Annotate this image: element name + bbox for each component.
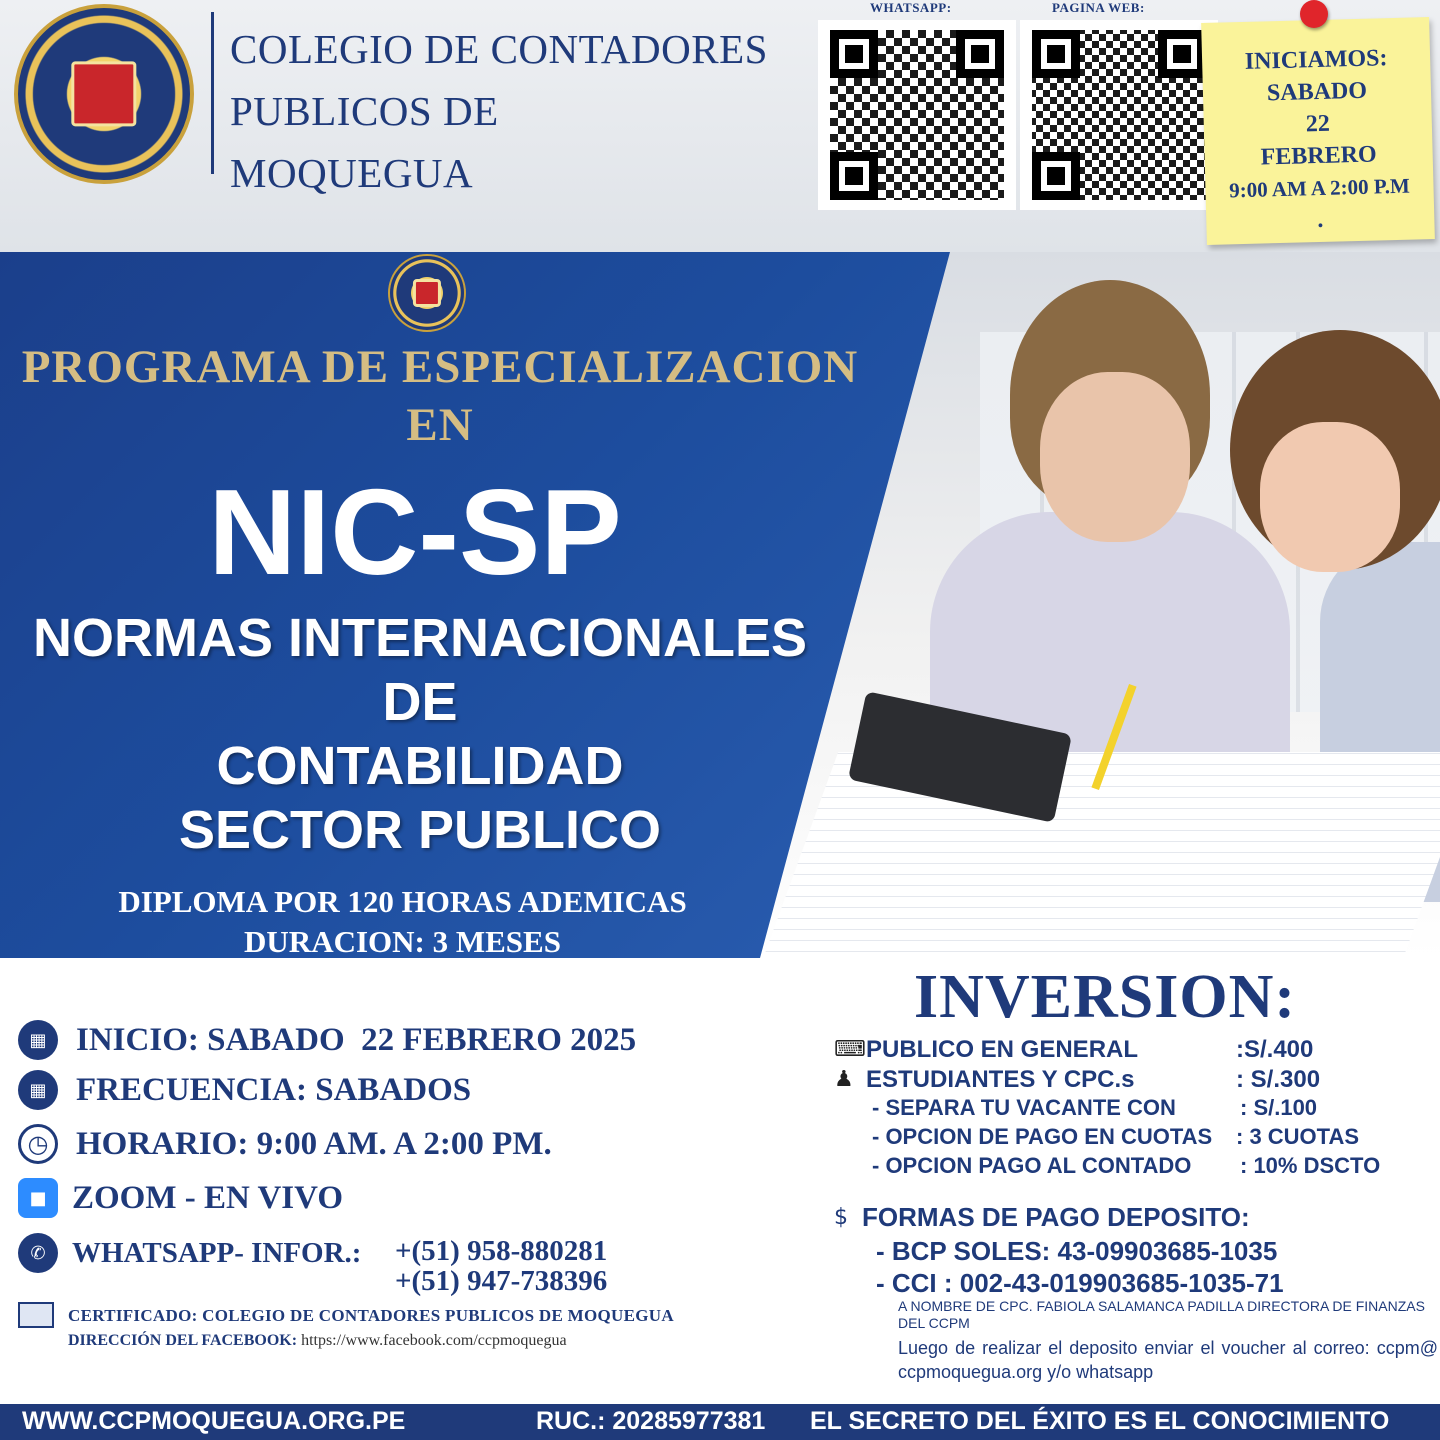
org-name-line1: COLEGIO DE CONTADORES bbox=[230, 26, 768, 72]
alarm-clock-icon: ◷ bbox=[18, 1124, 58, 1164]
voucher-instructions: Luego de realizar el deposito enviar el voucher al correo: ccpm@ ccpmoquegua.org y/o whatsapp bbox=[898, 1338, 1438, 1382]
zoom-text: ZOOM - EN VIVO bbox=[72, 1179, 343, 1216]
calendar-icon: ▦ bbox=[18, 1070, 58, 1110]
graduate-icon: ♟ bbox=[834, 1067, 854, 1092]
course-acronym: NIC-SP bbox=[208, 464, 622, 600]
web-qr-label: PAGINA WEB: bbox=[1052, 0, 1145, 15]
cci-account: - CCI : 002-43-019903685-1035-71 bbox=[876, 1268, 1284, 1298]
whatsapp-qr-code[interactable] bbox=[818, 20, 1016, 210]
bcp-account: - BCP SOLES: 43-09903685-1035 bbox=[876, 1236, 1278, 1266]
price-label-general: PUBLICO EN GENERAL bbox=[866, 1036, 1139, 1063]
start-date-text: INICIO: SABADO 22 FEBRERO 2025 bbox=[76, 1021, 637, 1058]
course-duration: DURACION: 3 MESES bbox=[244, 924, 561, 959]
facebook-line bbox=[68, 1332, 567, 1350]
whatsapp-row bbox=[18, 1233, 361, 1273]
program-title-line1: PROGRAMA DE ESPECIALIZACION bbox=[21, 341, 859, 393]
org-name bbox=[230, 18, 810, 204]
certificate-icon bbox=[18, 1302, 54, 1328]
price-value-cash: : 10% DSCTO bbox=[1240, 1153, 1381, 1178]
price-value-general: :S/.400 bbox=[1236, 1036, 1314, 1063]
sticky-line: SABADO bbox=[1266, 77, 1368, 107]
course-name-line1: NORMAS INTERNACIONALES bbox=[32, 608, 807, 668]
course-name-line2: DE bbox=[382, 672, 458, 732]
payment-methods-title: FORMAS DE PAGO DEPOSITO: bbox=[862, 1202, 1250, 1232]
person-at-desk-icon: ⌨ bbox=[834, 1037, 866, 1062]
sticky-line: INICIAMOS: bbox=[1244, 45, 1388, 75]
org-name-line2: PUBLICOS DE bbox=[230, 88, 499, 134]
sticky-line: FEBRERO bbox=[1260, 141, 1377, 171]
whatsapp-qr-label: WHATSAPP: bbox=[870, 0, 952, 15]
facebook-link[interactable]: https://www.facebook.com/ccpmoquegua bbox=[301, 1332, 567, 1349]
college-seal-small-logo bbox=[388, 254, 466, 332]
program-title-line2: EN bbox=[406, 399, 474, 451]
start-date-sticky-note bbox=[1201, 17, 1435, 245]
footer-slogan: EL SECRETO DEL ÉXITO ES EL CONOCIMIENTO bbox=[810, 1407, 1390, 1435]
price-label-reserve: - SEPARA TU VACANTE CON bbox=[872, 1095, 1176, 1120]
zoom-camera-icon: ■ bbox=[18, 1178, 58, 1218]
price-value-reserve: : S/.100 bbox=[1240, 1095, 1318, 1120]
money-bag-hand-icon: $ bbox=[834, 1205, 848, 1230]
org-name-line3: MOQUEGUA bbox=[230, 150, 474, 196]
footer-ruc: RUC.: 20285977381 bbox=[536, 1407, 766, 1435]
schedule-row bbox=[18, 1124, 552, 1164]
price-label-students: ESTUDIANTES Y CPC.s bbox=[866, 1066, 1135, 1093]
price-value-students: : S/.300 bbox=[1236, 1066, 1321, 1093]
sticky-line: 9:00 AM A 2:00 P.M bbox=[1228, 173, 1411, 203]
website-qr-code[interactable] bbox=[1020, 20, 1218, 210]
frequency-row bbox=[18, 1070, 471, 1110]
whatsapp-phone-2[interactable]: +(51) 947-738396 bbox=[395, 1265, 608, 1297]
frequency-text: FRECUENCIA: SABADOS bbox=[76, 1071, 472, 1108]
pushpin-icon bbox=[1300, 0, 1328, 28]
facebook-label: DIRECCIÓN DEL FACEBOOK: bbox=[68, 1332, 298, 1349]
diploma-hours: DIPLOMA POR 120 HORAS ADEMICAS bbox=[118, 884, 687, 919]
whatsapp-label: WHATSAPP- INFOR.: bbox=[72, 1236, 362, 1269]
price-value-installments: : 3 CUOTAS bbox=[1236, 1124, 1360, 1149]
footer-website[interactable]: WWW.CCPMOQUEGUA.ORG.PE bbox=[22, 1407, 406, 1435]
phone-icon: ✆ bbox=[18, 1233, 58, 1273]
whatsapp-phone-1[interactable]: +(51) 958-880281 bbox=[395, 1235, 608, 1267]
schedule-text: HORARIO: 9:00 AM. A 2:00 PM. bbox=[76, 1125, 552, 1162]
header-divider bbox=[211, 12, 214, 174]
sticky-line: 22 bbox=[1305, 110, 1331, 138]
certificate-text: CERTIFICADO: COLEGIO DE CONTADORES PUBLICOS DE MOQUEGUA bbox=[68, 1306, 674, 1325]
calendar-icon: ▦ bbox=[18, 1020, 58, 1060]
price-label-cash: - OPCION PAGO AL CONTADO bbox=[872, 1153, 1192, 1178]
course-name-line4: SECTOR PUBLICO bbox=[178, 800, 662, 860]
start-date-row bbox=[18, 1020, 636, 1060]
account-holder: A NOMBRE DE CPC. FABIOLA SALAMANCA PADILLA DIRECTORA DE FINANZAS DEL CCPM bbox=[898, 1298, 1425, 1331]
college-seal-logo bbox=[14, 4, 194, 184]
sticky-line: . bbox=[1316, 206, 1324, 234]
course-name-line3: CONTABILIDAD bbox=[216, 736, 624, 796]
zoom-row bbox=[18, 1178, 343, 1218]
price-label-installments: - OPCION DE PAGO EN CUOTAS bbox=[872, 1124, 1213, 1149]
investment-title: INVERSION: bbox=[913, 963, 1297, 1031]
program-title bbox=[0, 338, 880, 454]
